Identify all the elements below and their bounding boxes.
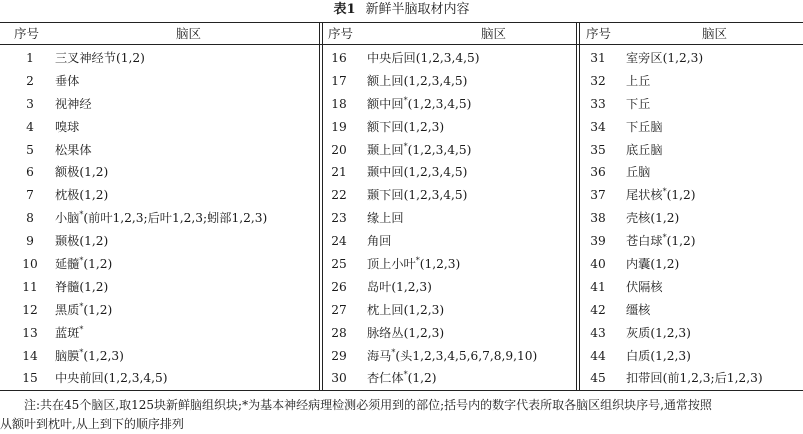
table-row — [323, 161, 575, 184]
brain-region — [367, 93, 471, 116]
header-seq-3: 序号 — [586, 26, 612, 41]
seq-number: 14 — [22, 348, 38, 363]
brain-region — [626, 207, 679, 230]
table-row — [323, 276, 575, 299]
table-row — [0, 230, 318, 253]
table-footnote — [0, 396, 803, 434]
seq-number: 24 — [331, 234, 347, 249]
region-name: 枕上回 — [367, 302, 404, 317]
seq-number: 18 — [331, 96, 347, 111]
region-name: 室旁区 — [626, 51, 663, 65]
seq-number: 35 — [590, 142, 606, 157]
table-row — [580, 161, 803, 184]
table-row — [323, 93, 575, 116]
seq-number: 8 — [26, 211, 34, 226]
required-marker: * — [403, 95, 408, 105]
table-row — [580, 184, 803, 207]
table-row — [0, 276, 318, 299]
brain-region — [367, 345, 537, 368]
brain-region — [367, 70, 467, 93]
region-name: 额中回 — [367, 96, 404, 111]
seq-number: 12 — [22, 302, 38, 317]
seq-number: 34 — [590, 119, 606, 134]
block-numbers: (1,2) — [407, 371, 437, 386]
block-numbers: (1,2,3,4,5) — [415, 51, 480, 65]
block-numbers: (1,2) — [79, 188, 109, 203]
block-numbers: (1,2,3,4,5) — [403, 188, 468, 203]
footnote-line-2: 从额叶到枕叶,从上到下的顺序排列 — [0, 417, 184, 431]
table-row — [0, 93, 318, 116]
header-region-2: 脑区 — [481, 26, 507, 41]
block-numbers: (1,2) — [650, 257, 680, 272]
brain-region — [626, 116, 663, 139]
block-numbers: (1,2,3) — [650, 348, 691, 363]
region-name: 中央后回 — [367, 51, 416, 65]
block-numbers: (1,2,3) — [403, 325, 445, 340]
region-name: 灰质 — [626, 325, 651, 340]
region-name: 颞中回 — [367, 165, 404, 180]
seq-number: 32 — [590, 73, 606, 88]
region-name: 嗅球 — [55, 119, 80, 134]
block-numbers: (前1,2,3;后1,2,3) — [662, 371, 763, 386]
table-row — [0, 47, 318, 70]
brain-region — [626, 70, 650, 93]
region-name: 小脑 — [55, 211, 80, 226]
table-row — [323, 299, 575, 322]
region-name: 内囊 — [626, 257, 651, 272]
region-name: 额下回 — [367, 119, 404, 134]
seq-number: 38 — [590, 211, 606, 226]
region-name: 脊髓 — [55, 279, 80, 294]
table-row — [323, 116, 575, 139]
table-row — [580, 230, 803, 253]
brain-region — [626, 345, 691, 368]
required-marker: * — [79, 256, 84, 266]
region-name: 岛叶 — [367, 279, 392, 294]
seq-number: 5 — [26, 142, 34, 157]
seq-number: 44 — [590, 348, 606, 363]
region-name: 伏隔核 — [626, 279, 663, 294]
brain-region — [55, 367, 168, 390]
brain-region — [55, 207, 267, 230]
block-numbers: (1,2,3,4,5) — [407, 96, 472, 111]
region-name: 颞下回 — [367, 188, 404, 203]
brain-region — [55, 161, 108, 184]
seq-number: 25 — [331, 257, 347, 272]
block-numbers: (1,2,3) — [650, 325, 691, 340]
brain-region — [367, 322, 444, 345]
region-name: 杏仁体 — [367, 371, 404, 386]
required-marker: * — [79, 301, 84, 311]
seq-number: 39 — [590, 234, 606, 249]
table-title: 新鲜半脑取材内容 — [365, 2, 470, 17]
region-name: 松果体 — [55, 142, 92, 157]
seq-number: 26 — [331, 279, 347, 294]
seq-number: 40 — [590, 257, 606, 272]
block-numbers: (1,2,3,4,5) — [403, 165, 468, 180]
table-row — [0, 139, 318, 162]
table-row — [323, 47, 575, 70]
required-marker: * — [662, 187, 667, 197]
table-row — [323, 230, 575, 253]
region-name: 扣带回 — [626, 371, 663, 386]
table-row — [580, 299, 803, 322]
block-numbers: (1,2) — [666, 234, 696, 249]
table-column-group-1 — [0, 47, 318, 390]
region-name: 上丘 — [626, 73, 651, 88]
table-row — [0, 184, 318, 207]
table-row — [323, 139, 575, 162]
brain-region — [55, 276, 108, 299]
seq-number: 30 — [331, 371, 347, 386]
seq-number: 43 — [590, 325, 606, 340]
block-numbers: (1,2,3) — [419, 257, 461, 272]
required-marker: * — [79, 210, 84, 220]
table-row — [0, 161, 318, 184]
brain-region — [55, 345, 124, 368]
table-column-group-2 — [323, 47, 575, 390]
brain-region — [626, 276, 663, 299]
brain-region — [626, 367, 763, 390]
table-row — [323, 322, 575, 345]
region-name: 底丘脑 — [626, 142, 663, 157]
brain-region — [367, 139, 471, 162]
brain-region — [55, 184, 108, 207]
brain-region — [55, 116, 79, 139]
region-name: 下丘脑 — [626, 119, 663, 134]
table-row — [580, 116, 803, 139]
region-name: 垂体 — [55, 73, 80, 88]
brain-region — [367, 230, 391, 253]
brain-region — [55, 230, 108, 253]
table-row — [0, 253, 318, 276]
seq-number: 37 — [590, 188, 606, 203]
seq-number: 20 — [331, 142, 347, 157]
required-marker: * — [403, 141, 408, 151]
region-name: 黑质 — [55, 302, 80, 317]
brain-region — [626, 93, 650, 116]
required-marker: * — [79, 347, 84, 357]
block-numbers: (1,2) — [83, 302, 113, 317]
brain-region — [367, 47, 480, 70]
seq-number: 21 — [331, 165, 347, 180]
seq-number: 23 — [331, 211, 347, 226]
required-marker: * — [415, 256, 420, 266]
seq-number: 11 — [22, 279, 38, 294]
brain-region — [367, 299, 444, 322]
table-header-rule — [0, 44, 803, 45]
seq-number: 31 — [590, 51, 606, 65]
brain-region — [55, 93, 92, 116]
block-numbers: (头1,2,3,4,5,6,7,8,9,10) — [395, 348, 538, 363]
seq-number: 42 — [590, 302, 606, 317]
brain-region — [55, 253, 112, 276]
table-row — [0, 322, 318, 345]
brain-region — [55, 139, 92, 162]
table-row — [0, 345, 318, 368]
table-row — [580, 93, 803, 116]
table-caption — [0, 0, 803, 20]
brain-region — [367, 253, 460, 276]
brain-region — [367, 184, 467, 207]
region-name: 顶上小叶 — [367, 257, 416, 272]
region-name: 苍白球 — [626, 234, 663, 249]
brain-region — [626, 253, 679, 276]
column-divider — [576, 22, 577, 390]
region-name: 额上回 — [367, 73, 404, 88]
required-marker: * — [403, 370, 408, 380]
table-row — [580, 70, 803, 93]
table-row — [323, 207, 575, 230]
table-row — [580, 47, 803, 70]
block-numbers: (前叶1,2,3;后叶1,2,3;蚓部1,2,3) — [83, 211, 268, 226]
seq-number: 15 — [22, 371, 38, 386]
block-numbers: (1,2,3) — [391, 279, 432, 294]
block-numbers: (1,2,3,4,5) — [403, 73, 468, 88]
brain-region — [626, 299, 650, 322]
seq-number: 4 — [26, 119, 34, 134]
block-numbers: (1,2) — [650, 211, 680, 226]
block-numbers: (1,2,3) — [403, 302, 445, 317]
brain-region — [55, 322, 83, 345]
brain-region — [626, 230, 695, 253]
table-row — [323, 367, 575, 390]
seq-number: 17 — [331, 73, 347, 88]
brain-region — [55, 70, 79, 93]
table-row — [323, 70, 575, 93]
region-name: 颞极 — [55, 234, 80, 249]
table-row — [580, 276, 803, 299]
region-name: 尾状核 — [626, 188, 663, 203]
seq-number: 9 — [26, 234, 34, 249]
brain-region — [626, 161, 650, 184]
seq-number: 10 — [22, 257, 38, 272]
block-numbers: (1,2) — [83, 257, 113, 272]
region-name: 额极 — [55, 165, 80, 180]
brain-region — [626, 322, 691, 345]
table-row — [0, 70, 318, 93]
table-row — [0, 207, 318, 230]
region-name: 脉络丛 — [367, 325, 404, 340]
brain-region — [367, 367, 436, 390]
block-numbers: (1,2,3) — [662, 51, 704, 65]
block-numbers: (1,2) — [79, 165, 109, 180]
seq-number: 33 — [590, 96, 606, 111]
brain-region — [367, 207, 404, 230]
seq-number: 7 — [26, 188, 34, 203]
seq-number: 16 — [331, 51, 347, 65]
brain-region — [367, 116, 444, 139]
region-name: 三叉神经节 — [55, 51, 116, 65]
header-seq-2: 序号 — [328, 26, 354, 41]
region-name: 壳核 — [626, 211, 651, 226]
table-row — [580, 367, 803, 390]
header-region-3: 脑区 — [702, 26, 728, 41]
region-name: 缰核 — [626, 302, 651, 317]
seq-number: 22 — [331, 188, 347, 203]
region-name: 缘上回 — [367, 211, 404, 226]
region-name: 颞上回 — [367, 142, 404, 157]
table-column-group-3 — [580, 47, 803, 390]
brain-region — [55, 47, 145, 70]
table-row — [0, 367, 318, 390]
table-row — [323, 184, 575, 207]
seq-number: 6 — [26, 165, 34, 180]
table-row — [580, 207, 803, 230]
seq-number: 45 — [590, 371, 606, 386]
region-name: 视神经 — [55, 96, 92, 111]
brain-region — [367, 161, 467, 184]
region-name: 白质 — [626, 348, 651, 363]
table-row — [580, 322, 803, 345]
seq-number: 36 — [590, 165, 606, 180]
region-name: 中央前回 — [55, 371, 104, 386]
header-seq-1: 序号 — [14, 26, 40, 41]
table-row — [0, 299, 318, 322]
seq-number: 27 — [331, 302, 347, 317]
seq-number: 1 — [26, 51, 34, 65]
brain-region — [55, 299, 112, 322]
seq-number: 29 — [331, 348, 347, 363]
region-name: 脑膜 — [55, 348, 80, 363]
block-numbers: (1,2,3,4,5) — [103, 371, 168, 386]
footnote-line-1: 注:共在45个脑区,取125块新鲜脑组织块;*为基本神经病理检测必须用到的部位;括号内的数字代表所取各脑区组织块序号,通常按照 — [24, 398, 712, 412]
table-row — [323, 253, 575, 276]
seq-number: 19 — [331, 119, 347, 134]
required-marker: * — [662, 233, 667, 243]
brain-region — [626, 184, 695, 207]
table-top-rule — [0, 22, 803, 23]
table-row — [580, 345, 803, 368]
column-divider — [319, 22, 320, 390]
region-name: 角回 — [367, 234, 392, 249]
region-name: 延髓 — [55, 257, 80, 272]
table-row — [580, 139, 803, 162]
block-numbers: (1,2,3,4,5) — [407, 142, 472, 157]
region-name: 丘脑 — [626, 165, 651, 180]
region-name: 下丘 — [626, 96, 651, 111]
table-row — [0, 116, 318, 139]
table-row — [580, 253, 803, 276]
block-numbers: (1,2,3) — [403, 119, 445, 134]
brain-region — [367, 276, 432, 299]
block-numbers: (1,2) — [115, 51, 145, 65]
block-numbers: (1,2,3) — [83, 348, 124, 363]
required-marker: * — [79, 324, 84, 334]
brain-region — [626, 139, 663, 162]
header-region-1: 脑区 — [176, 26, 202, 41]
brain-region — [626, 47, 703, 70]
seq-number: 41 — [590, 279, 606, 294]
seq-number: 3 — [26, 96, 34, 111]
block-numbers: (1,2) — [666, 188, 696, 203]
region-name: 枕极 — [55, 188, 80, 203]
region-name: 蓝斑 — [55, 325, 80, 340]
seq-number: 2 — [26, 73, 34, 88]
required-marker: * — [391, 347, 396, 357]
seq-number: 28 — [331, 325, 347, 340]
table-row — [323, 345, 575, 368]
table-number: 表1 — [333, 2, 356, 17]
block-numbers: (1,2) — [79, 279, 109, 294]
block-numbers: (1,2) — [79, 234, 109, 249]
region-name: 海马 — [367, 348, 392, 363]
seq-number: 13 — [22, 325, 38, 340]
